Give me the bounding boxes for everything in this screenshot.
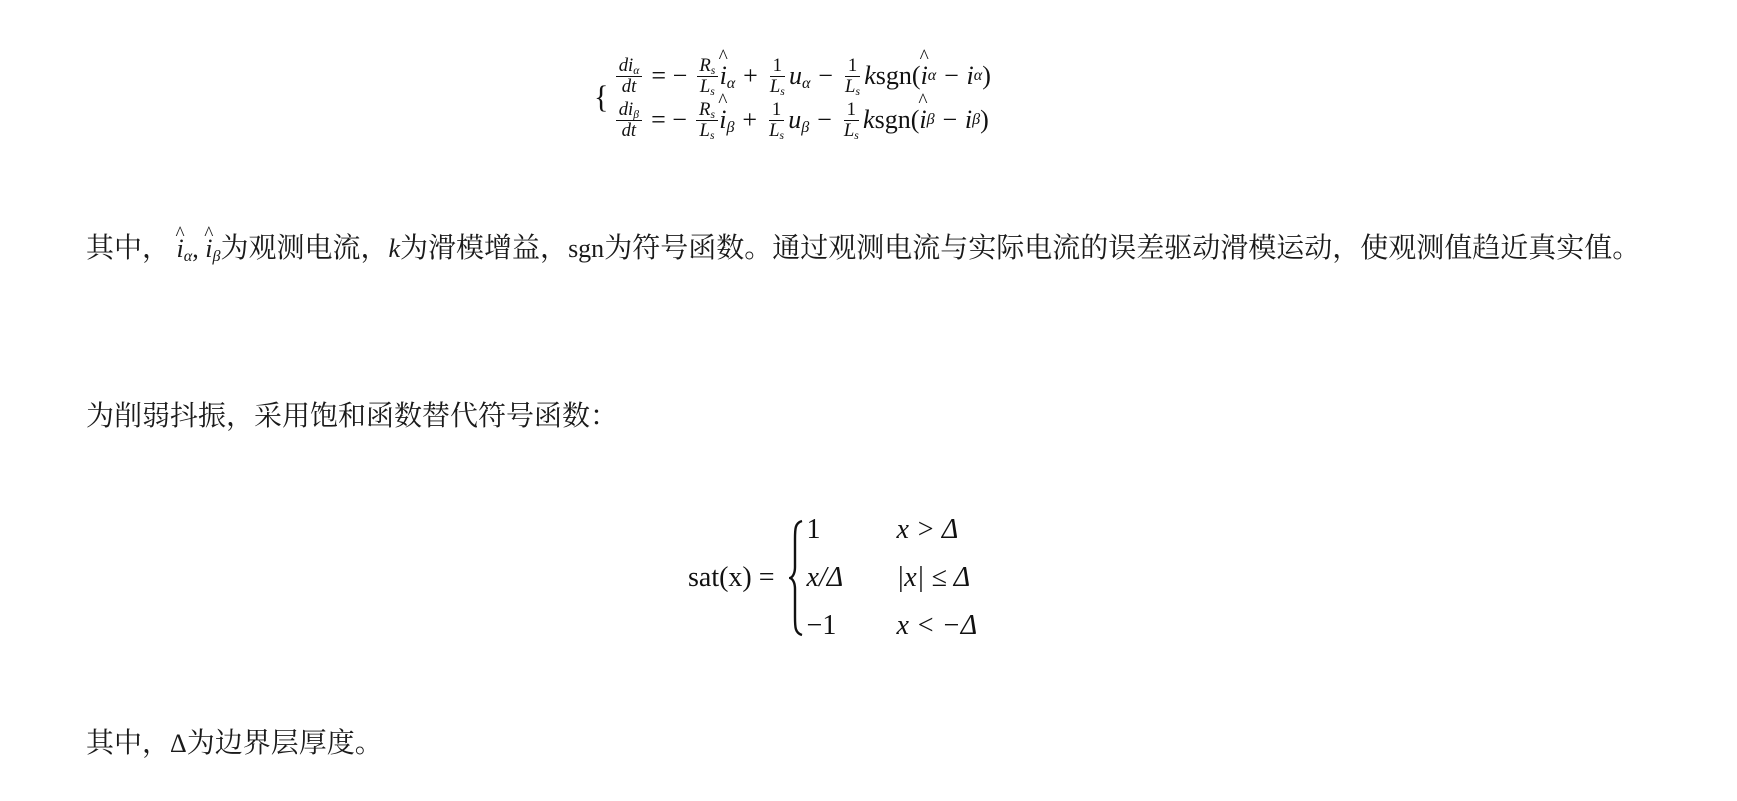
sign-function: sgn( <box>874 105 920 134</box>
derivative-beta: $\frac{di_\beta}{dt}$ <box>616 100 642 140</box>
coefficient-1-ls: $\frac{1}{L_s}$ <box>769 98 784 142</box>
equation-row-alpha: $\frac{di_\alpha}{dt}$ = − $\frac{R_s}{L_s}$ ^ $i_\alpha$ + $\frac{1}{L_s}$ $u_\alpha$ − $\frac{1}{L_s}$ k sgn( ^ i α − i α ) <box>614 54 991 98</box>
equals-minus: = − <box>651 105 687 134</box>
paragraph-saturation-intro: 为削弱抖振，采用饱和函数替代符号函数： <box>86 399 619 432</box>
observed-current-alpha: ^ $i_\alpha$ <box>720 61 736 91</box>
derivative-alpha: $\frac{di_\alpha}{dt}$ <box>616 56 642 96</box>
gain-k: k <box>864 61 876 90</box>
case-condition: x > Δ <box>896 514 959 545</box>
saturation-equation <box>688 508 977 648</box>
coefficient-rs-ls: $\frac{R_s}{L_s}$ <box>696 100 718 140</box>
coefficient-1-ls-2: $\frac{1}{L_s}$ <box>843 98 859 142</box>
case-value: −1 <box>806 610 837 641</box>
cases-brace <box>789 519 803 637</box>
case-value: 1 <box>806 514 821 545</box>
observed-currents: ^ $i_\alpha$, ^ $i_\beta$ <box>170 234 220 263</box>
observer-equation <box>594 54 991 142</box>
voltage-beta: $u_\beta$ <box>788 105 810 137</box>
equals-minus: = − <box>651 61 688 90</box>
left-brace: { <box>594 80 609 115</box>
observed-current-beta: ^ $i_\beta$ <box>719 105 734 135</box>
coefficient-1-ls-2: $\frac{1}{L_s}$ <box>845 54 860 98</box>
paragraph-explanation: 其中， ^ $i_\alpha$, ^ $i_\beta$为观测电流，k为滑模增益，sgn为符号函数。通过观测电流与实际电流的误差驱动滑模运动，使观测值趋近真实值。 <box>86 221 1666 276</box>
gain-symbol: k <box>388 234 401 263</box>
sat-lhs: sat(x) = <box>688 562 775 593</box>
gain-k: k <box>863 105 875 134</box>
case-condition: x < −Δ <box>896 610 978 641</box>
coefficient-rs-ls: $\frac{R_s}{L_s}$ <box>697 56 719 96</box>
cases-grid <box>807 508 978 648</box>
sign-function: sgn( <box>875 61 921 90</box>
equation-row-beta: $\frac{di_\beta}{dt}$ = − $\frac{R_s}{L_s}$ ^ $i_\beta$ + $\frac{1}{L_s}$ $u_\beta$ − $\frac{1}{L_s}$ k sgn( ^ i β − i β ) <box>614 98 991 142</box>
paragraph-boundary-layer: 其中，Δ为边界层厚度。 <box>86 726 383 759</box>
delta-symbol: Δ <box>170 729 187 758</box>
case-value: x/Δ <box>806 562 844 593</box>
coefficient-1-ls: $\frac{1}{L_s}$ <box>769 54 785 98</box>
sgn-symbol: sgn <box>568 234 605 263</box>
case-condition: |x| ≤ Δ <box>896 562 971 593</box>
voltage-alpha: $u_\alpha$ <box>789 61 811 93</box>
